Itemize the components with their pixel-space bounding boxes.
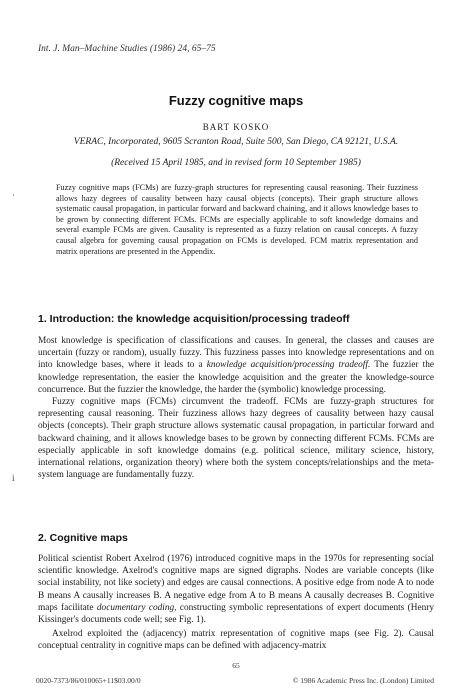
text-run: constructing symbolic representations of expert documents (Henry Kissinger's documents code well; see Fig. 1). — [38, 602, 434, 626]
journal-citation: Int. J. Man–Machine Studies (1986) 24, 65–75 — [38, 44, 216, 54]
text-run: The fuzzier the knowledge representation, the easier the knowledge acquisition and the greater the knowledge-source concurrence. But the fuzzier the knowledge, the harder the (symbolic) knowledge processing. — [38, 360, 435, 395]
margin-mark: i — [12, 473, 15, 483]
intro-paragraph-1 — [38, 335, 434, 396]
emphasis-text: documentary coding, — [96, 602, 177, 613]
text-run: Most knowledge is specification of classifications and causes. In general, the classes and causes are uncertain (fuzzy or random), usually fuzzy. This fuzziness passes into knowledge representations and on into knowledge bases, where it leads to a — [38, 336, 434, 371]
section-heading-cognitive-maps: 2. Cognitive maps — [38, 532, 128, 544]
copyright-notice: © 1986 Academic Press Inc. (London) Limited — [292, 676, 434, 685]
author-affiliation: VERAC, Incorporated, 9605 Scranton Road, Suite 500, San Diego, CA 92121, U.S.A. — [73, 137, 399, 147]
cognitive-maps-paragraph-1 — [38, 553, 434, 626]
issn-code: 0020-7373/86/010065+11$03.00/0 — [36, 676, 141, 685]
margin-mark: · — [12, 190, 15, 200]
cognitive-maps-paragraph-2: Axelrod exploited the (adjacency) matrix representation of cognitive maps (see Fig. 2). Causal conceptual centrality in cognitive maps can be defined with adjacency-matrix — [38, 629, 434, 652]
emphasis-text: knowledge acquisition/processing tradeoff. — [206, 360, 371, 371]
paper-title: Fuzzy cognitive maps — [168, 93, 304, 108]
author-name: BART KOSKO — [202, 122, 270, 132]
page-number: 65 — [232, 661, 240, 670]
intro-paragraph-2: Fuzzy cognitive maps (FCMs) circumvent the tradeoff. FCMs are fuzzy-graph structures for representing causal reasoning. Their fuzziness allows hazy degrees of causality between hazy causal objects (concepts). Their graph structure allows systematic causal propagation, in particular forward and backward chaining, and it allows knowledge bases to be grown by connecting different FCMs. FCMs are especially applicable in soft knowledge domains (e.g. political science, military science, history, international relations, organization theory) where both the system concepts/relationships and the meta-system language are fundamentally fuzzy. — [38, 397, 434, 481]
section-heading-introduction: 1. Introduction: the knowledge acquisition/processing tradeoff — [38, 313, 350, 325]
received-dates: (Received 15 April 1985, and in revised form 10 September 1985) — [111, 158, 361, 168]
text-run: Political scientist Robert Axelrod (1976) introduced cognitive maps in the 1970s for representing social scientific knowledge. Axelrod's cognitive maps are signed digraphs. Nodes are variable concepts (like social instability, not like society) and edges are causal connections. A positive edge from node A to node B means A causally increases B. A negative edge from A to B means A causally decreases B. Cognitive maps facilitate — [38, 554, 434, 613]
abstract: Fuzzy cognitive maps (FCMs) are fuzzy-graph structures for representing causal reasoning. Their fuzziness allows hazy degrees of causality between hazy causal objects (concepts). Their graph structure allows systematic causal propagation, in particular forward and backward chaining, and it allows knowledge bases to be grown by connecting different FCMs. FCMs are especially applicable to soft knowledge domains and several example FCMs are given. Causality is represented as a fuzzy relation on causal concepts. A fuzzy causal algebra for governing causal propagation on FCMs is developed. FCM matrix representation and matrix operations are presented in the Appendix. — [56, 183, 418, 256]
